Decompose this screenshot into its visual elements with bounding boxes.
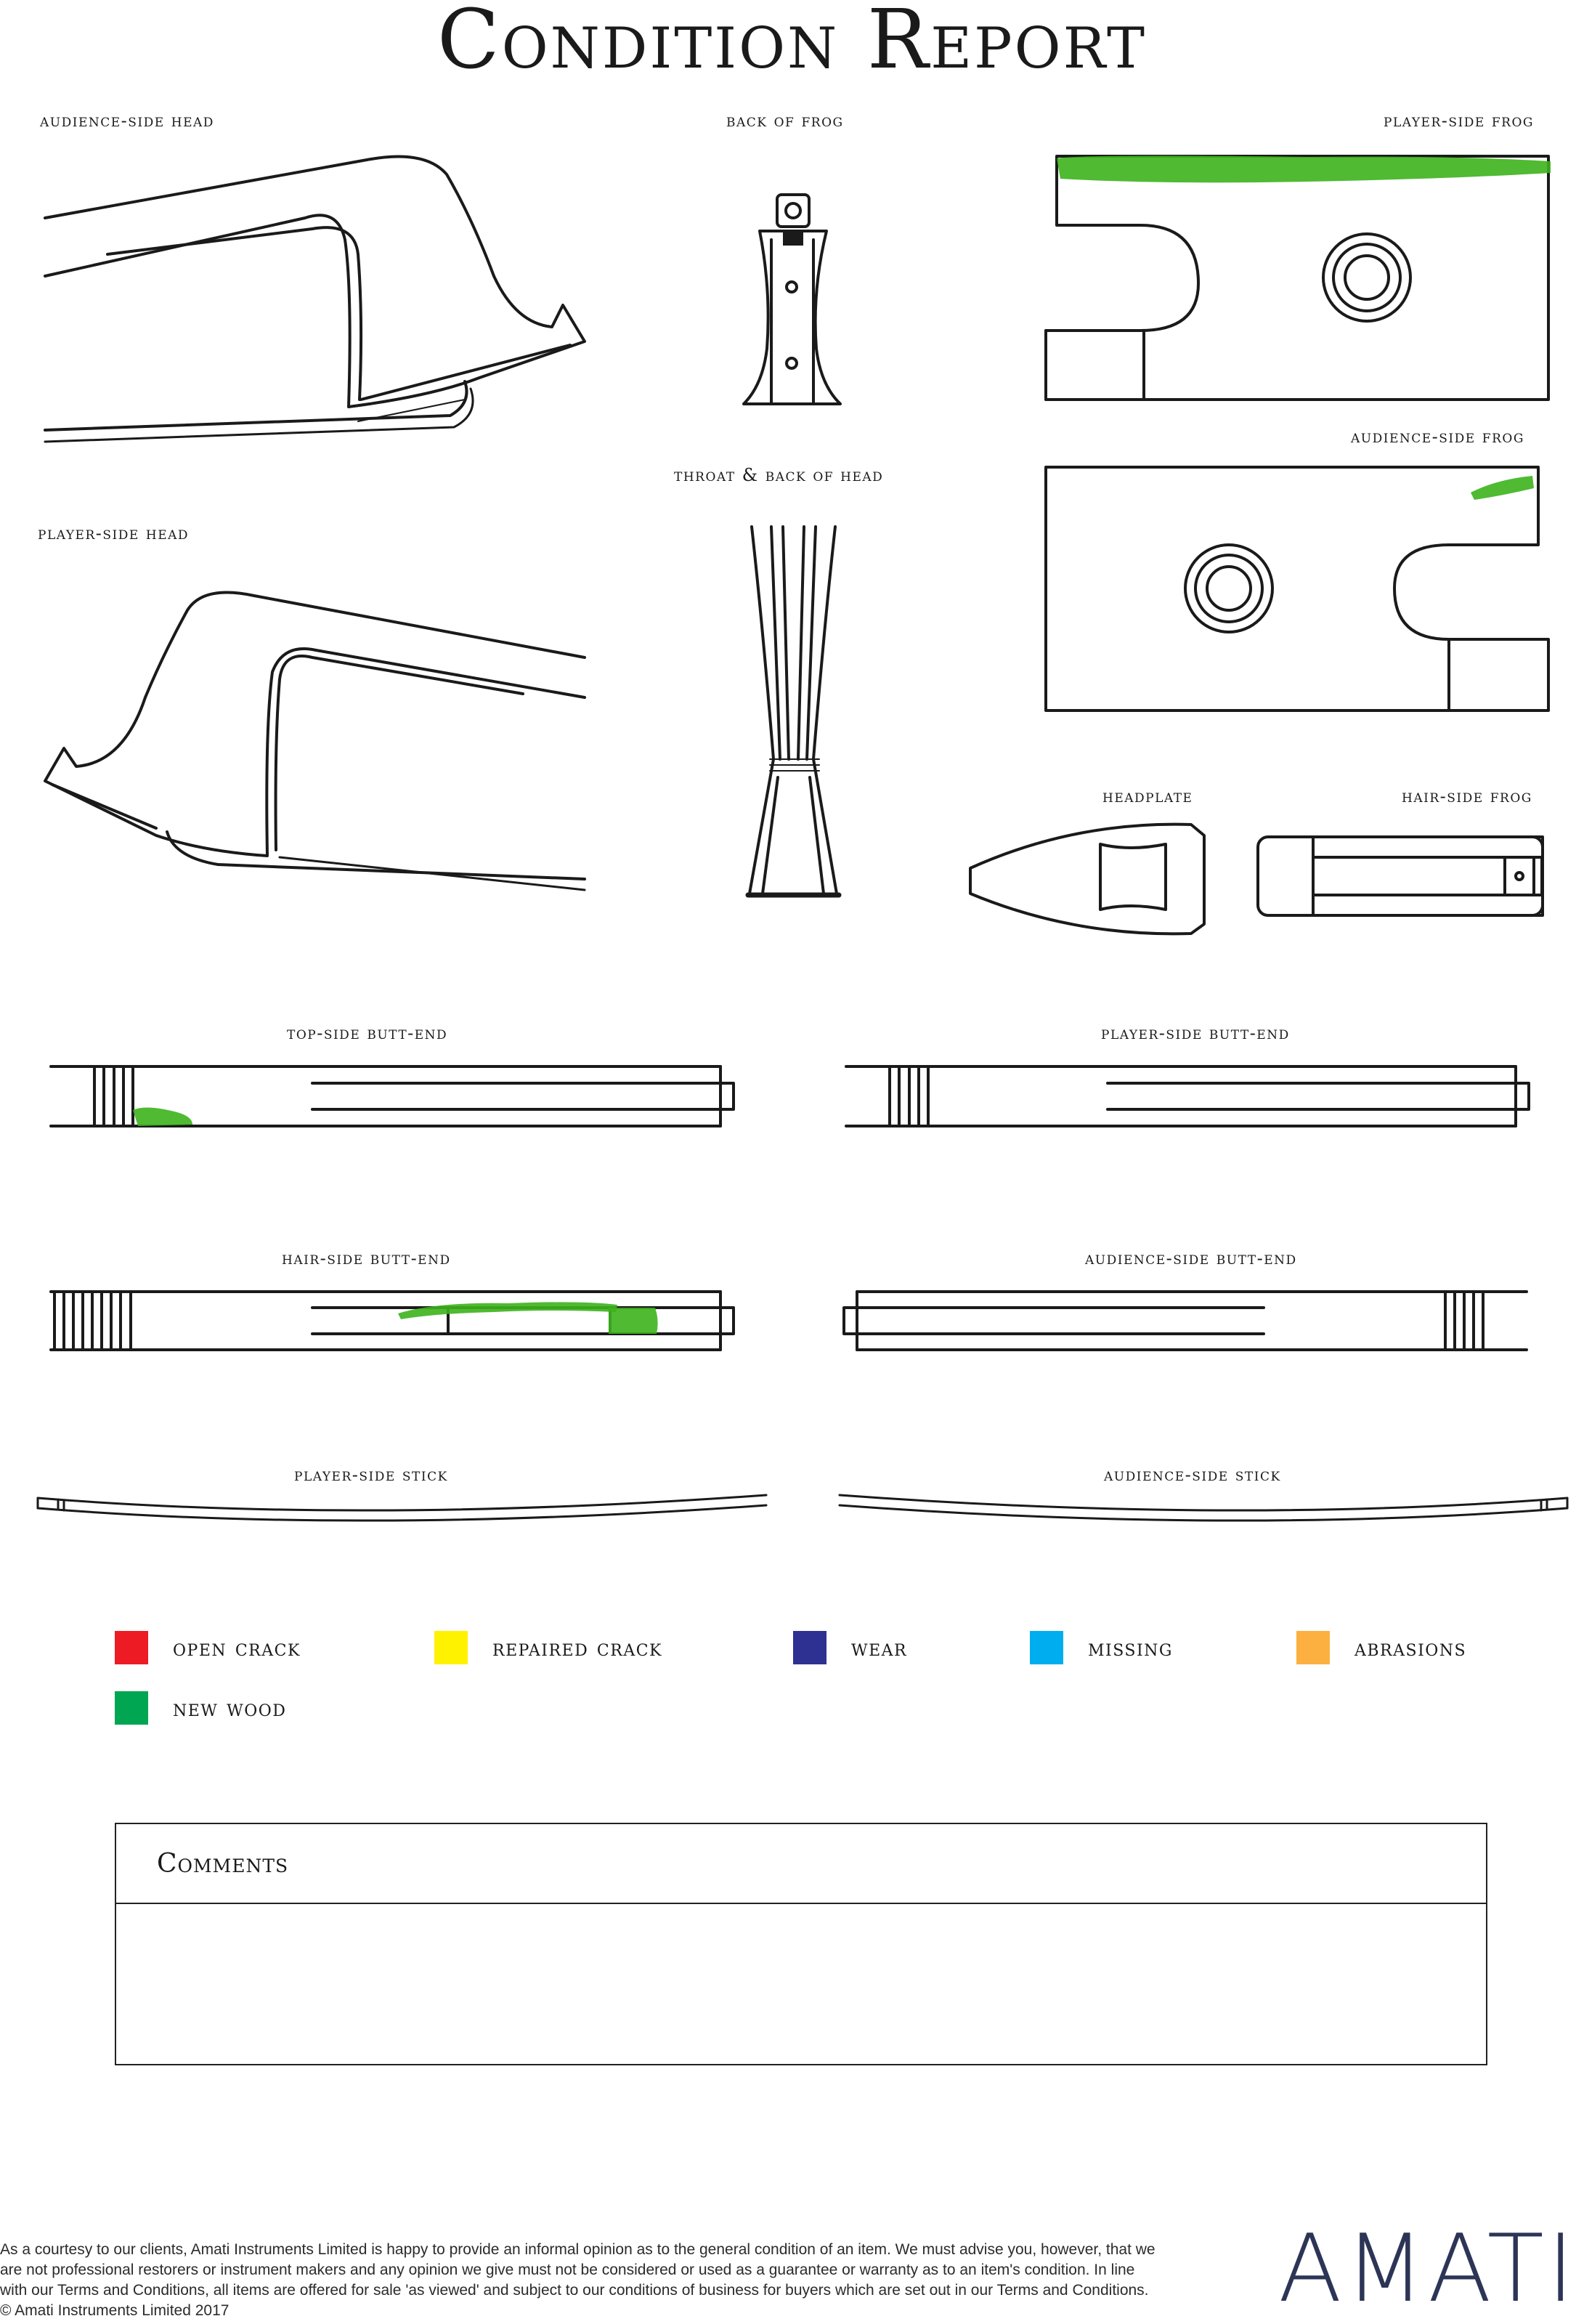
mark-player-side-frog [1057,155,1551,182]
legend-label: missing [1088,1634,1173,1661]
legend-swatch [115,1631,148,1664]
label-audience-side-head: audience-side head [40,110,214,131]
legend-abrasions [1296,1631,1466,1664]
audience-side-butt-end-drawing [844,1292,1527,1350]
comments-field[interactable] [116,1904,1486,2065]
label-headplate: headplate [1102,786,1193,806]
mark-hair-side-butt-end-stripe [398,1302,617,1319]
disclaimer-text: As a courtesy to our clients, Amati Instruments Limited is happy to provide an informal opinion as to the general condition of an item. We must advise you, however, that we are not professional restorers or instrument makers and any opinion we give must not be considered or used as a guarantee or warranty as to an item's condition. In line with our Terms and Conditions, all items are offered for sale 'as viewed' and subject to our conditions of business for buyers which are set out in our Terms and Conditions. © Amati Instruments Limited 2017 [0,2241,1155,2319]
mark-top-side-butt-end [133,1107,192,1126]
label-audience-side-butt-end: audience-side butt-end [1085,1248,1297,1268]
hair-side-frog-drawing [1258,837,1543,915]
player-side-frog-drawing [1046,156,1548,400]
legend-label: new wood [173,1694,287,1722]
comments-box [115,1823,1487,2065]
legend-swatch [1296,1631,1330,1664]
player-side-stick-drawing [38,1495,766,1521]
legend-swatch [1030,1631,1063,1664]
legend-swatch [434,1631,468,1664]
label-audience-side-stick: audience-side stick [1104,1465,1281,1485]
label-player-side-frog: player-side frog [1384,110,1534,131]
mark-hair-side-butt-end-block [609,1308,658,1334]
label-top-side-butt-end: top-side butt-end [287,1023,448,1043]
legend-missing [1030,1631,1173,1664]
mark-audience-side-frog [1471,476,1534,500]
label-player-side-butt-end: player-side butt-end [1101,1023,1290,1043]
label-back-of-frog: back of frog [726,110,844,131]
label-hair-side-butt-end: hair-side butt-end [282,1248,451,1268]
legend-label: abrasions [1354,1634,1467,1661]
headplate-drawing [970,825,1204,934]
legend-swatch [115,1691,148,1725]
legend-label: repaired crack [492,1634,662,1661]
label-hair-side-frog: hair-side frog [1402,786,1532,806]
legend-label: wear [851,1634,908,1661]
audience-side-frog-drawing [1046,467,1548,710]
label-audience-side-frog: audience-side frog [1351,426,1524,447]
audience-side-head-drawing [45,157,585,442]
legend-wear [793,1631,907,1664]
legend-open-crack [115,1631,301,1664]
legend-repaired-crack [434,1631,662,1664]
comments-heading: Comments [116,1824,1486,1904]
player-side-butt-end-drawing [846,1066,1529,1126]
label-player-side-stick: player-side stick [294,1465,448,1485]
legend-label: open crack [173,1634,301,1661]
back-of-frog-drawing [744,195,840,404]
label-player-side-head: player-side head [38,523,190,543]
throat-back-of-head-drawing [748,527,839,895]
legend-new-wood [115,1691,286,1725]
page-title: Condition Report [437,0,1147,87]
label-throat-back-of-head: throat & back of head [674,465,884,485]
player-side-head-drawing [45,593,585,891]
audience-side-stick-drawing [840,1495,1567,1521]
legend-swatch [793,1631,826,1664]
new-wood-markings [133,155,1551,1334]
amati-logo: AMATI [1278,2215,1577,2323]
